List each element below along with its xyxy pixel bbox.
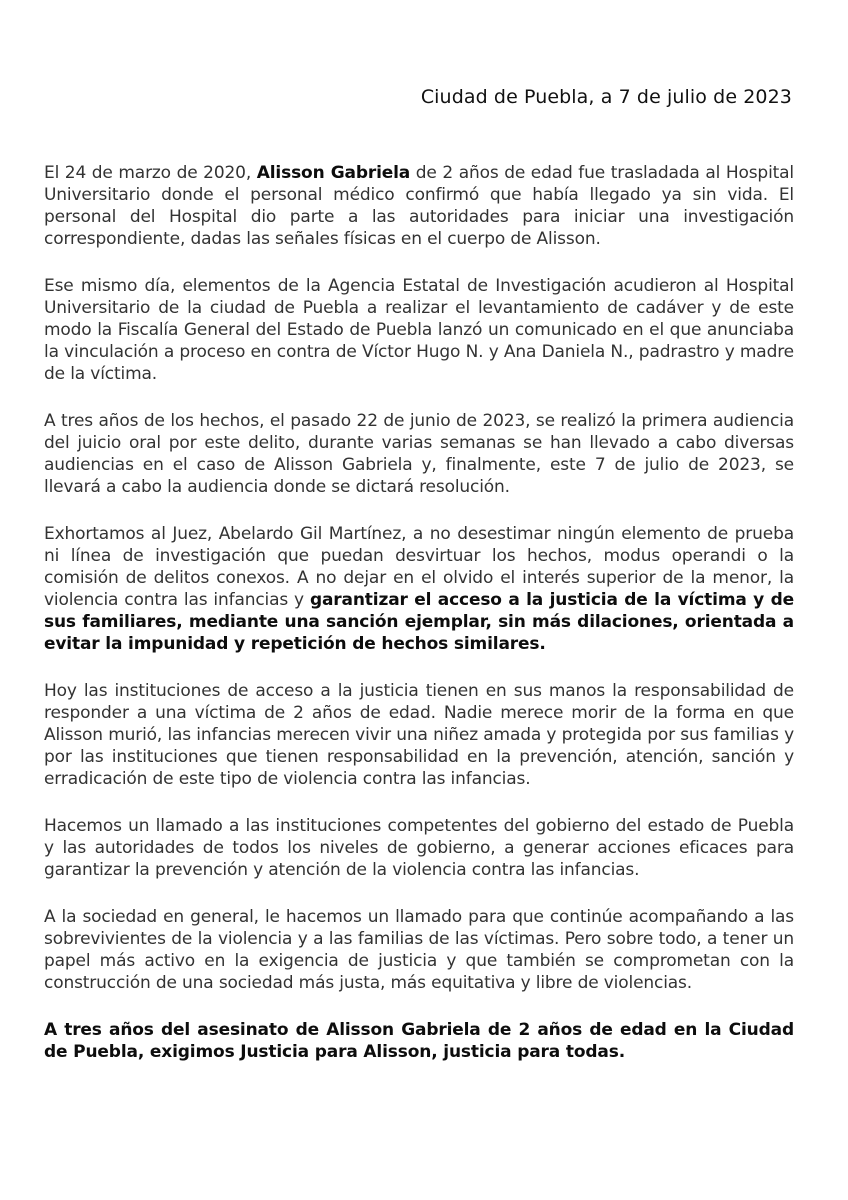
paragraph-2: Ese mismo día, elementos de la Agencia Estatal de Investigación acudieron al Hospital Universitario de la ciudad de Puebla a realizar el levantamiento de cadáver y de este modo la Fiscalía General del Estado de Puebla lanzó un comunicado en el que anunciaba la vinculación a proceso en contra de Víctor Hugo N. y Ana Daniela N., padrastro y madre de la víctima. [44,276,794,384]
document-body [44,162,794,1088]
paragraph-4-intro: Exhortamos al Juez, Abelardo Gil Martínez, a no desestimar ningún elemento de prueba ni línea de investigación que puedan desvirtuar los hechos, modus operandi o la comisión de delitos conexos. A no dejar en el olvido el interés superior de la menor, la violencia contra las infancias y [44,524,794,610]
paragraph-6: Hacemos un llamado a las instituciones competentes del gobierno del estado de Puebla y las autoridades de todos los niveles de gobierno, a generar acciones eficaces para garantizar la prevención y atención de la violencia contra las infancias. [44,816,794,880]
victim-name: Alisson Gabriela [256,163,411,183]
dateline: Ciudad de Puebla, a 7 de julio de 2023 [420,86,792,108]
paragraph-5: Hoy las instituciones de acceso a la justicia tienen en sus manos la responsabilidad de responder a una víctima de 2 años de edad. Nadie merece morir de la forma en que Alisson murió, las infancias merecen vivir una niñez amada y protegida por sus familias y por las instituciones que tienen responsabilidad en la prevención, atención, sanción y erradicación de este tipo de violencia contra las infancias. [44,681,794,789]
closing-statement: A tres años del asesinato de Alisson Gabriela de 2 años de edad en la Ciudad de Puebla, exigimos Justicia para Alisson, justicia para todas. [44,1020,794,1062]
paragraph-7: A la sociedad en general, le hacemos un llamado para que continúe acompañando a las sobrevivientes de la violencia y a las familias de las víctimas. Pero sobre todo, a tener un papel más activo en la exigencia de justicia y que también se comprometan con la construcción de una sociedad más justa, más equitativa y libre de violencias. [44,907,794,993]
paragraph-1-intro: El 24 de marzo de 2020, [44,163,257,183]
paragraph-1-rest: de 2 años de edad fue trasladada al Hospital Universitario donde el personal médico confirmó que había llegado ya sin vida. El personal del Hospital dio parte a las autoridades para iniciar una investigación correspondiente, dadas las señales físicas en el cuerpo de Alisson. [44,163,794,249]
paragraph-1 [44,162,794,250]
paragraph-4 [44,523,794,655]
paragraph-3: A tres años de los hechos, el pasado 22 de junio de 2023, se realizó la primera audiencia del juicio oral por este delito, durante varias semanas se han llevado a cabo diversas audiencias en el caso de Alisson Gabriela y, finalmente, este 7 de julio de 2023, se llevará a cabo la audiencia donde se dictará resolución. [44,411,794,497]
paragraph-4-demand: garantizar el acceso a la justicia de la víctima y de sus familiares, mediante una sanción ejemplar, sin más dilaciones, orientada a evitar la impunidad y repetición de hechos similares. [44,590,794,654]
